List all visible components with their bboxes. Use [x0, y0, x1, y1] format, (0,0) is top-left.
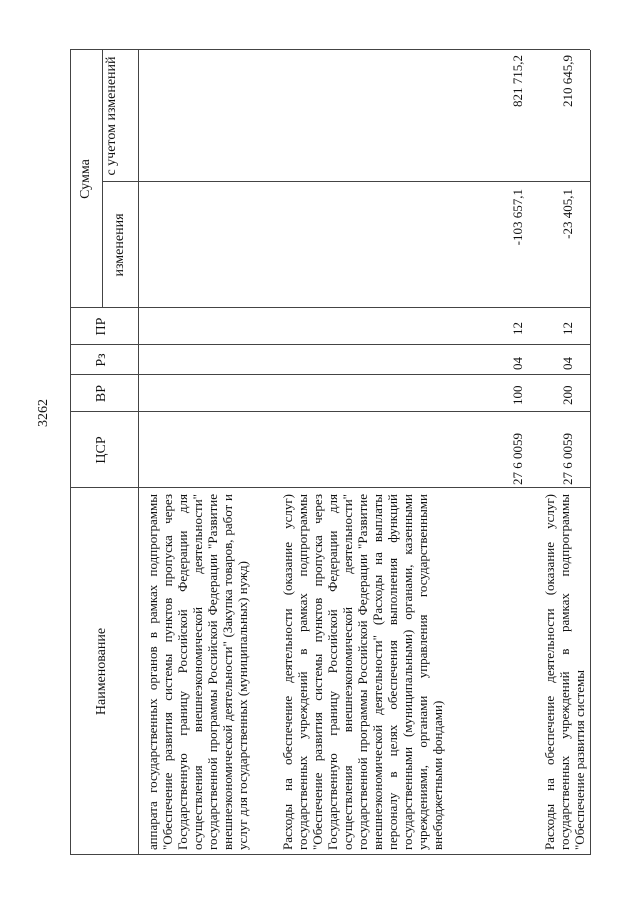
row-2-rz: 04 — [510, 357, 525, 370]
table-right-border — [70, 49, 590, 50]
row-3-izmeneniya: -23 405,1 — [560, 189, 575, 239]
header-separator-line — [138, 50, 139, 855]
row-3-csr: 27 6 0059 — [560, 433, 575, 485]
header-csr: ЦСР — [94, 436, 109, 464]
table-top-border — [70, 50, 71, 855]
header-vr: ВР — [94, 384, 109, 403]
header-pr: ПР — [94, 317, 109, 336]
summa-subheader-line — [102, 50, 103, 308]
row-2-csr: 27 6 0059 — [510, 433, 525, 485]
column-divider-csr — [70, 411, 590, 412]
row-3-rz: 04 — [560, 357, 575, 370]
row-3-pr: 12 — [560, 322, 575, 335]
header-s-uchetom: с учетом изменений — [104, 56, 119, 176]
column-divider-rz — [70, 344, 590, 345]
row-2-name: Расходы на обеспечение деятельности (оказание услуг) государственных учреждений в рамках подпрограммы "Обеспечение развития системы пунктов пропуска через Государственную границу Российской Федерации для осуществления внешнеэкономической деятельности" государственной программы Российской Федерации "Развитие внешнеэкономической деятельности" (Расходы на выплаты персоналу в целях обеспечения выполнения функций государственными (муниципальными) органами, казенными учреждениями, органами управления государственными внебюджетными фондами) — [280, 494, 445, 850]
table-bottom-border — [590, 50, 591, 855]
header-izmeneniya: изменения — [112, 213, 127, 277]
column-divider-pr — [70, 307, 590, 308]
header-name: Наименование — [94, 627, 109, 716]
column-divider-summa — [102, 181, 590, 182]
row-2-vr: 100 — [510, 385, 525, 405]
row-3-total: 210 645,9 — [560, 55, 575, 107]
row-3-vr: 200 — [560, 385, 575, 405]
header-rz: Рз — [94, 353, 109, 367]
table-left-border — [70, 854, 590, 855]
row-2-izmeneniya: -103 657,1 — [510, 189, 525, 246]
row-2-total: 821 715,2 — [510, 55, 525, 107]
row-1-name: аппарата государственных органов в рамках подпрограммы "Обеспечение развития системы пунктов пропуска через Государственную границу Российской Федерации для осуществления внешнеэкономической деятельности" государственной программы Российской Федерации "Развитие внешнеэкономической деятельности" (Закупка товаров, работ и услуг для государственных (муниципальных) нужд) — [145, 494, 250, 850]
column-divider-name — [70, 487, 590, 488]
row-2-pr: 12 — [510, 322, 525, 335]
row-3-name: Расходы на обеспечение деятельности (оказание услуг) государственных учреждений в рамках подпрограммы "Обеспечение развития системы — [542, 494, 587, 850]
page-number: 3262 — [36, 399, 51, 427]
budget-table — [70, 50, 590, 855]
header-summa: Сумма — [78, 159, 93, 199]
